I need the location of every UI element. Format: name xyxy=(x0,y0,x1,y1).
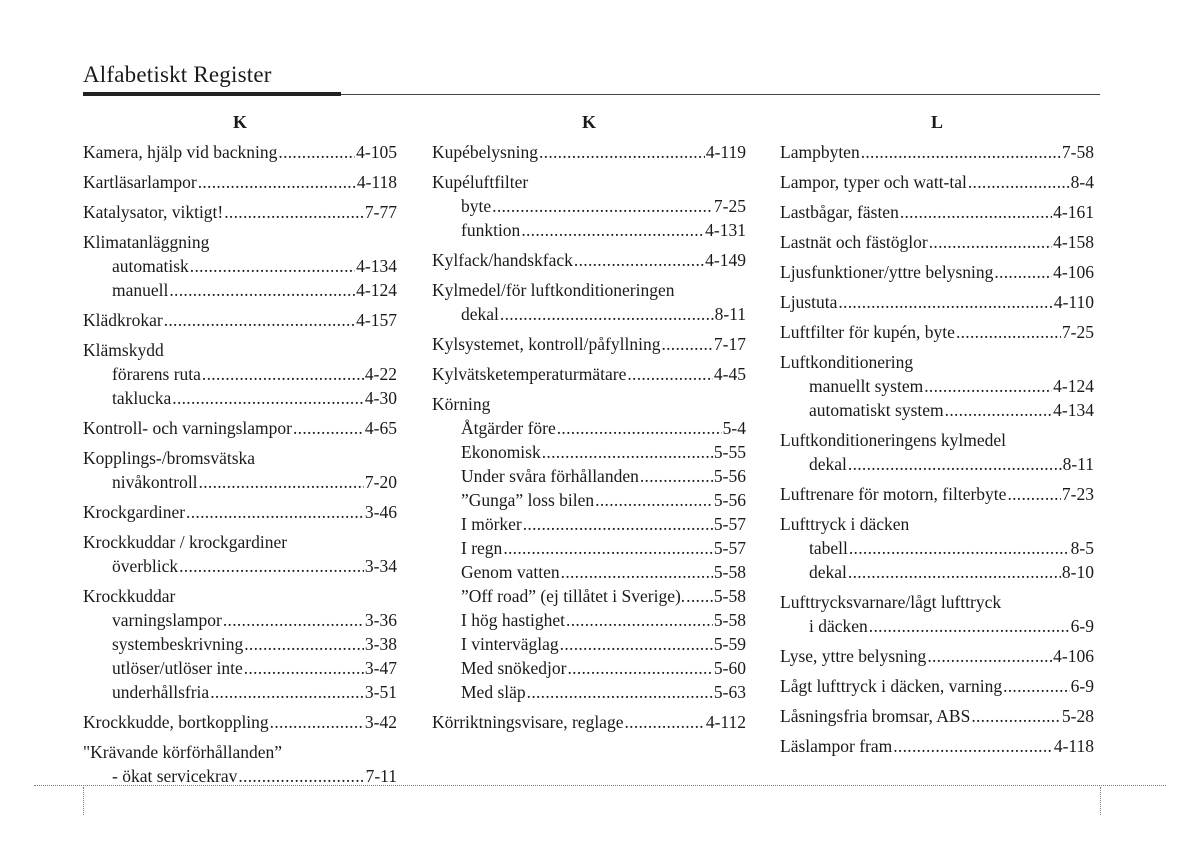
index-heading xyxy=(780,734,1094,758)
index-subentry xyxy=(432,536,746,560)
page-reference: 4-158 xyxy=(1053,232,1094,252)
dot-leader xyxy=(1007,482,1060,506)
index-heading xyxy=(83,308,397,332)
dot-leader xyxy=(244,656,364,680)
index-subentry xyxy=(83,554,397,578)
entry-label: Kylsystemet, kontroll/påfyllning xyxy=(432,334,661,354)
index-heading xyxy=(780,230,1094,254)
index-subentry xyxy=(83,632,397,656)
page-reference: 5-58 xyxy=(713,562,746,582)
index-entry xyxy=(432,362,746,386)
dot-leader xyxy=(244,632,364,656)
index-heading xyxy=(83,200,397,224)
entry-label: Lågt lufttryck i däcken, varning xyxy=(780,676,1003,696)
entry-label: förarens ruta xyxy=(112,364,201,384)
index-entry xyxy=(83,584,397,704)
dot-leader xyxy=(1003,674,1070,698)
dot-leader xyxy=(640,464,713,488)
entry-label: dekal xyxy=(461,304,499,324)
entry-label: Kontroll- och varningslampor xyxy=(83,418,292,438)
index-heading xyxy=(83,140,397,164)
index-heading xyxy=(780,590,1094,614)
entry-label: byte xyxy=(461,196,492,216)
dot-leader xyxy=(893,734,1053,758)
entry-label: Låsningsfria bromsar, ABS xyxy=(780,706,971,726)
page-reference: 4-134 xyxy=(1053,400,1094,420)
page-reference: 7-11 xyxy=(365,766,397,786)
entry-label: Luftfilter för kupén, byte xyxy=(780,322,955,342)
dot-leader xyxy=(924,374,1052,398)
page-reference: 3-34 xyxy=(364,556,397,576)
page-reference: 8-11 xyxy=(714,304,746,324)
index-entry xyxy=(780,290,1094,314)
dot-leader xyxy=(900,200,1052,224)
entry-label: Kylfack/handskfack xyxy=(432,250,573,270)
dot-leader xyxy=(624,710,704,734)
entry-label: Luftkonditionering xyxy=(780,352,914,372)
index-entry xyxy=(83,170,397,194)
entry-label: utlöser/utlöser inte xyxy=(112,658,243,678)
index-subentry xyxy=(780,374,1094,398)
page-reference: 5-28 xyxy=(1061,706,1094,726)
index-entry xyxy=(83,200,397,224)
entry-label: Lyse, yttre belysning xyxy=(780,646,927,666)
index-entry xyxy=(780,320,1094,344)
entry-label: Med släp xyxy=(461,682,526,702)
entry-label: I regn xyxy=(461,538,503,558)
page-reference: 7-77 xyxy=(364,202,397,222)
page-reference: 4-161 xyxy=(1053,202,1094,222)
index-heading xyxy=(83,446,397,470)
index-heading xyxy=(83,230,397,254)
index-heading xyxy=(780,512,1094,536)
index-entry xyxy=(780,482,1094,506)
index-entry xyxy=(432,710,746,734)
index-subentry xyxy=(432,218,746,242)
index-heading xyxy=(780,428,1094,452)
entry-label: dekal xyxy=(809,454,847,474)
index-entry xyxy=(780,200,1094,224)
dot-leader xyxy=(567,656,712,680)
entry-label: varningslampor xyxy=(112,610,222,630)
index-subentry xyxy=(432,488,746,512)
entry-label: Kupéluftfilter xyxy=(432,172,529,192)
dot-leader xyxy=(503,536,713,560)
index-entry xyxy=(780,644,1094,668)
page-reference: 5-4 xyxy=(722,418,746,438)
index-entry xyxy=(780,260,1094,284)
index-heading xyxy=(432,392,746,416)
index-heading xyxy=(780,482,1094,506)
dot-leader xyxy=(169,278,355,302)
index-subentry xyxy=(432,680,746,704)
dot-leader xyxy=(199,470,364,494)
dot-leader xyxy=(574,248,704,272)
index-heading xyxy=(780,644,1094,668)
index-entry xyxy=(83,740,397,788)
dot-leader xyxy=(557,416,722,440)
page-reference: 4-124 xyxy=(1053,376,1094,396)
page-reference: 4-30 xyxy=(364,388,397,408)
entry-label: Krockkuddar / krockgardiner xyxy=(83,532,288,552)
index-entry xyxy=(432,248,746,272)
index-heading xyxy=(432,332,746,356)
index-subentry xyxy=(432,416,746,440)
entry-label: manuell xyxy=(112,280,169,300)
index-column-1 xyxy=(83,110,397,794)
page-reference: 7-25 xyxy=(713,196,746,216)
index-heading xyxy=(780,140,1094,164)
dot-leader xyxy=(627,362,713,386)
dot-leader xyxy=(539,140,705,164)
page-reference: 3-46 xyxy=(364,502,397,522)
dot-leader xyxy=(971,704,1061,728)
index-heading xyxy=(83,170,397,194)
index-heading xyxy=(780,320,1094,344)
dot-leader xyxy=(869,614,1070,638)
entry-label: Krockgardiner xyxy=(83,502,186,522)
index-entry xyxy=(780,140,1094,164)
entry-label: Katalysator, viktigt! xyxy=(83,202,224,222)
index-subentry xyxy=(432,632,746,656)
section-letter: K xyxy=(581,112,596,132)
entry-label: Lampor, typer och watt-tal xyxy=(780,172,967,192)
page-reference: 4-124 xyxy=(356,280,397,300)
index-subentry xyxy=(432,608,746,632)
dot-leader xyxy=(945,398,1053,422)
page-reference: 8-11 xyxy=(1062,454,1094,474)
entry-label: ”Off road” (ej tillåtet i Sverige). xyxy=(461,586,686,606)
index-entry xyxy=(432,392,746,704)
entry-label: Klämskydd xyxy=(83,340,164,360)
footer-rule xyxy=(34,785,1166,786)
index-entry xyxy=(780,734,1094,758)
index-entry xyxy=(83,446,397,494)
index-entry xyxy=(83,230,397,302)
dot-leader xyxy=(542,440,713,464)
dot-leader xyxy=(270,710,364,734)
index-entry xyxy=(780,512,1094,584)
dot-leader xyxy=(956,320,1061,344)
page-reference: 7-25 xyxy=(1061,322,1094,342)
entry-label: Klimatanläggning xyxy=(83,232,210,252)
index-entry xyxy=(780,674,1094,698)
dot-leader xyxy=(561,560,713,584)
page-reference: 3-51 xyxy=(364,682,397,702)
header-accent-bar xyxy=(83,92,341,96)
dot-leader xyxy=(861,140,1061,164)
entry-label: Genom vatten xyxy=(461,562,560,582)
page-reference: 8-4 xyxy=(1070,172,1094,192)
index-subentry xyxy=(780,398,1094,422)
index-subentry xyxy=(432,194,746,218)
page-reference: 4-131 xyxy=(705,220,746,240)
index-subentry xyxy=(432,512,746,536)
index-heading xyxy=(432,278,746,302)
dot-leader xyxy=(527,680,713,704)
index-heading xyxy=(83,500,397,524)
index-subentry xyxy=(432,440,746,464)
index-heading xyxy=(83,710,397,734)
page-reference: 3-38 xyxy=(364,634,397,654)
entry-label: Kylvätsketemperaturmätare xyxy=(432,364,627,384)
index-subentry xyxy=(432,584,746,608)
page-reference: 4-134 xyxy=(356,256,397,276)
index-heading xyxy=(780,170,1094,194)
entry-label: Kupébelysning xyxy=(432,142,538,162)
dot-leader xyxy=(661,332,712,356)
footer-crop-mark-right xyxy=(1100,787,1101,815)
page-reference: 3-42 xyxy=(364,712,397,732)
page-reference: 8-5 xyxy=(1070,538,1094,558)
index-entry xyxy=(780,428,1094,476)
page-reference: 4-149 xyxy=(705,250,746,270)
page-reference: 4-65 xyxy=(364,418,397,438)
entry-label: I vinterväglag xyxy=(461,634,559,654)
page-reference: 4-105 xyxy=(356,142,397,162)
index-subentry xyxy=(780,560,1094,584)
dot-leader xyxy=(595,488,713,512)
page-reference: 4-106 xyxy=(1053,646,1094,666)
dot-leader xyxy=(278,140,355,164)
index-heading xyxy=(432,140,746,164)
page-reference: 7-20 xyxy=(364,472,397,492)
index-subentry xyxy=(432,302,746,326)
page-reference: 5-55 xyxy=(713,442,746,462)
entry-label: Kamera, hjälp vid backning xyxy=(83,142,278,162)
dot-leader xyxy=(190,254,355,278)
index-heading xyxy=(780,200,1094,224)
index-entry xyxy=(780,590,1094,638)
page-reference: 5-63 xyxy=(713,682,746,702)
page-reference: 4-112 xyxy=(705,712,746,732)
dot-leader xyxy=(223,608,364,632)
entry-label: ”Gunga” loss bilen xyxy=(461,490,595,510)
index-subentry xyxy=(83,608,397,632)
entry-label: Under svåra förhållanden xyxy=(461,466,639,486)
dot-leader xyxy=(848,560,1061,584)
entry-label: Kartläsarlampor xyxy=(83,172,197,192)
page-reference: 5-58 xyxy=(713,610,746,630)
dot-leader xyxy=(172,386,364,410)
index-heading xyxy=(780,704,1094,728)
index-entry xyxy=(432,332,746,356)
entry-label: Lufttrycksvarnare/lågt lufttryck xyxy=(780,592,1002,612)
index-heading xyxy=(83,530,397,554)
index-subentry xyxy=(83,470,397,494)
index-heading xyxy=(83,416,397,440)
entry-label: dekal xyxy=(809,562,847,582)
dot-leader xyxy=(994,260,1052,284)
page-reference: 5-56 xyxy=(713,490,746,510)
page-reference: 4-106 xyxy=(1053,262,1094,282)
index-heading xyxy=(780,290,1094,314)
entry-label: systembeskrivning xyxy=(112,634,244,654)
dot-leader xyxy=(186,500,364,524)
dot-leader xyxy=(179,554,364,578)
entry-label: tabell xyxy=(809,538,848,558)
index-entry xyxy=(83,308,397,332)
page-reference: 7-23 xyxy=(1061,484,1094,504)
index-entry xyxy=(432,170,746,242)
dot-leader xyxy=(560,632,713,656)
index-heading xyxy=(432,170,746,194)
entry-label: Ljusfunktioner/yttre belysning xyxy=(780,262,994,282)
index-subentry xyxy=(83,386,397,410)
entry-label: "Krävande körförhållanden” xyxy=(83,742,283,762)
dot-leader xyxy=(293,416,364,440)
dot-leader xyxy=(686,584,713,608)
index-subentry xyxy=(83,362,397,386)
entry-label: Klädkrokar xyxy=(83,310,163,330)
index-heading xyxy=(83,338,397,362)
page-reference: 4-45 xyxy=(713,364,746,384)
entry-label: överblick xyxy=(112,556,179,576)
page-reference: 4-110 xyxy=(1053,292,1094,312)
page-reference: 7-58 xyxy=(1061,142,1094,162)
section-letter: K xyxy=(232,112,247,132)
index-subentry xyxy=(83,254,397,278)
page-reference: 4-118 xyxy=(1053,736,1094,756)
entry-label: funktion xyxy=(461,220,521,240)
entry-label: automatiskt system xyxy=(809,400,944,420)
entry-label: Ljustuta xyxy=(780,292,838,312)
entry-label: Krockkuddar xyxy=(83,586,176,606)
page-reference: 5-60 xyxy=(713,658,746,678)
page-title: Alfabetiskt Register xyxy=(83,62,272,87)
index-heading xyxy=(83,584,397,608)
entry-label: Luftrenare för motorn, filterbyte xyxy=(780,484,1007,504)
page-reference: 5-58 xyxy=(713,586,746,606)
index-entry xyxy=(432,278,746,326)
entry-label: automatisk xyxy=(112,256,189,276)
dot-leader xyxy=(164,308,355,332)
page-reference: 4-119 xyxy=(705,142,746,162)
entry-label: Körriktningsvisare, reglage xyxy=(432,712,624,732)
index-entry xyxy=(780,350,1094,422)
footer-crop-mark-left xyxy=(83,787,84,815)
entry-label: Kopplings-/bromsvätska xyxy=(83,448,256,468)
index-subentry xyxy=(83,656,397,680)
dot-leader xyxy=(224,200,364,224)
page-reference: 5-57 xyxy=(713,538,746,558)
entry-label: manuellt system xyxy=(809,376,924,396)
entry-label: Åtgärder före xyxy=(461,418,556,438)
index-entry xyxy=(780,170,1094,194)
index-subentry xyxy=(83,680,397,704)
entry-label: I mörker xyxy=(461,514,522,534)
entry-label: - ökat servicekrav xyxy=(112,766,238,786)
dot-leader xyxy=(500,302,714,326)
index-heading xyxy=(432,248,746,272)
entry-label: I hög hastighet xyxy=(461,610,566,630)
index-subentry xyxy=(432,560,746,584)
index-column-3 xyxy=(780,110,1094,764)
page-reference: 6-9 xyxy=(1070,616,1094,636)
index-entry xyxy=(83,710,397,734)
page-reference: 3-47 xyxy=(364,658,397,678)
entry-label: Lampbyten xyxy=(780,142,860,162)
page-reference: 4-118 xyxy=(356,172,397,192)
dot-leader xyxy=(198,170,356,194)
dot-leader xyxy=(492,194,713,218)
page-reference: 5-56 xyxy=(713,466,746,486)
index-column-2 xyxy=(432,110,746,740)
page-reference: 5-57 xyxy=(713,514,746,534)
page-reference: 3-36 xyxy=(364,610,397,630)
index-heading xyxy=(780,260,1094,284)
dot-leader xyxy=(566,608,713,632)
entry-label: Krockkudde, bortkoppling xyxy=(83,712,269,732)
entry-label: nivåkontroll xyxy=(112,472,198,492)
entry-label: underhållsfria xyxy=(112,682,210,702)
index-entry xyxy=(83,500,397,524)
page-reference: 4-22 xyxy=(364,364,397,384)
index-entry xyxy=(83,338,397,410)
index-heading xyxy=(83,740,397,764)
dot-leader xyxy=(523,512,713,536)
dot-leader xyxy=(927,644,1052,668)
index-heading xyxy=(780,674,1094,698)
dot-leader xyxy=(968,170,1070,194)
page-reference: 5-59 xyxy=(713,634,746,654)
dot-leader xyxy=(849,536,1070,560)
index-heading xyxy=(780,350,1094,374)
dot-leader xyxy=(521,218,704,242)
index-subentry xyxy=(432,656,746,680)
page-reference: 7-17 xyxy=(713,334,746,354)
index-heading xyxy=(432,710,746,734)
dot-leader xyxy=(848,452,1062,476)
index-entry xyxy=(780,230,1094,254)
index-subentry xyxy=(780,452,1094,476)
dot-leader xyxy=(929,230,1052,254)
entry-label: Kylmedel/för luftkonditioneringen xyxy=(432,280,675,300)
entry-label: Körning xyxy=(432,394,491,414)
dot-leader xyxy=(202,362,364,386)
entry-label: Luftkonditioneringens kylmedel xyxy=(780,430,1006,450)
index-subentry xyxy=(83,278,397,302)
page-reference: 8-10 xyxy=(1061,562,1094,582)
dot-leader xyxy=(210,680,364,704)
section-letter: L xyxy=(930,112,943,132)
index-entry xyxy=(432,140,746,164)
entry-label: i däcken xyxy=(809,616,868,636)
entry-label: Lastbågar, fästen xyxy=(780,202,899,222)
page-reference: 6-9 xyxy=(1070,676,1094,696)
index-subentry xyxy=(780,614,1094,638)
entry-label: Lufttryck i däcken xyxy=(780,514,910,534)
index-entry xyxy=(83,416,397,440)
index-entry xyxy=(83,530,397,578)
index-heading xyxy=(432,362,746,386)
page-reference: 4-157 xyxy=(356,310,397,330)
index-subentry xyxy=(432,464,746,488)
index-entry xyxy=(83,140,397,164)
index-entry xyxy=(780,704,1094,728)
index-subentry xyxy=(780,536,1094,560)
entry-label: Läslampor fram xyxy=(780,736,893,756)
entry-label: Lastnät och fästöglor xyxy=(780,232,928,252)
entry-label: taklucka xyxy=(112,388,172,408)
entry-label: Med snökedjor xyxy=(461,658,567,678)
header-rule xyxy=(341,94,1100,95)
entry-label: Ekonomisk xyxy=(461,442,541,462)
dot-leader xyxy=(838,290,1052,314)
